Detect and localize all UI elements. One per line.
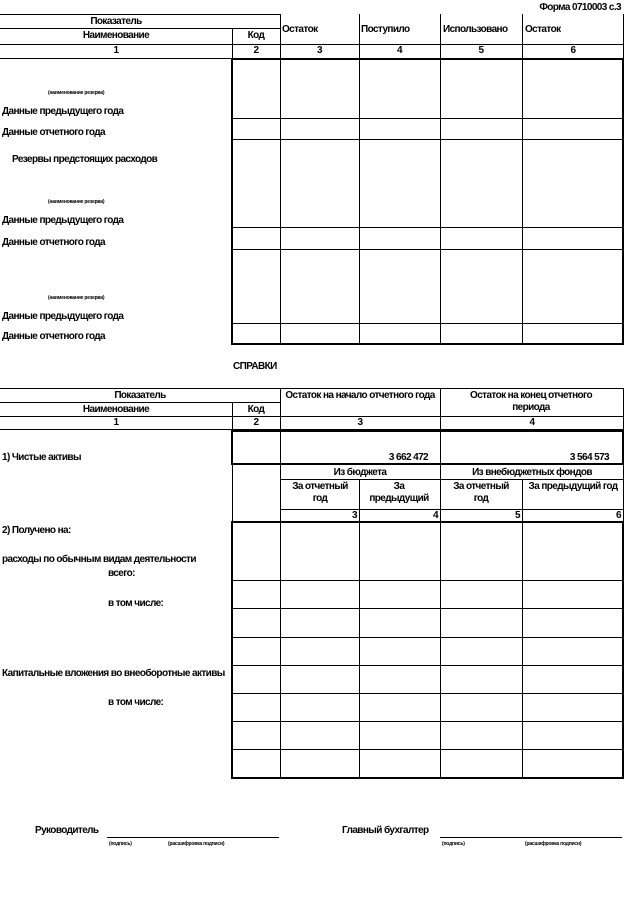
code-header: Код: [247, 30, 265, 41]
reserve-name-hint: (наименование резерва): [48, 90, 105, 96]
col-number-4: 4: [433, 510, 438, 521]
indicator-header: Показатель: [90, 16, 142, 27]
received-label: 2) Получено на:: [2, 525, 71, 536]
ordinary-expenses-label: расходы по обычным видам деятельности: [2, 554, 196, 565]
reserve-name-hint: (наименование резерва): [48, 199, 105, 205]
indicator-header: Показатель: [114, 390, 166, 401]
col-number-3: 3: [352, 510, 357, 521]
col-number-1: 1: [113, 417, 119, 428]
col-number-5: 5: [478, 45, 484, 56]
curr-year-label: Данные отчетного года: [2, 237, 105, 248]
col-number-5: 5: [515, 510, 520, 521]
decoding-hint: (расшифровка подписи): [525, 841, 582, 847]
col-number-3: 3: [357, 417, 363, 428]
reference-title: СПРАВКИ: [233, 361, 277, 372]
net-assets-end-value: 3 564 573: [569, 452, 609, 463]
prev-year-label: Данные предыдущего года: [2, 215, 124, 226]
total-label: всего:: [108, 568, 135, 579]
form-code: Форма 0710003 с.3: [539, 2, 621, 13]
col-number-6: 6: [616, 510, 621, 521]
head-label: Руководитель: [35, 825, 99, 836]
future-expenses-label: Резервы предстоящих расходов: [12, 154, 158, 165]
col5-header: Использовано: [443, 24, 508, 35]
capital-investments-label: Капитальные вложения во внеоборотные активы: [2, 668, 225, 679]
col-number-6: 6: [570, 45, 576, 56]
previous-year-header: За предыдущий год: [528, 481, 618, 492]
curr-year-label: Данные отчетного года: [2, 127, 105, 138]
prev-year-label: Данные предыдущего года: [2, 311, 124, 322]
col4-header: Поступило: [361, 24, 410, 35]
including-label: в том числе:: [108, 697, 164, 708]
col3-header: Остаток: [282, 24, 318, 35]
start-balance-header: Остаток на начало отчетного года: [285, 390, 435, 401]
previous-year-header: За предыдущий: [369, 481, 429, 504]
net-assets-label: 1) Чистые активы: [2, 452, 81, 463]
head-signature-line[interactable]: [107, 837, 279, 838]
col-number-4: 4: [397, 45, 402, 56]
col-number-1: 1: [113, 45, 119, 56]
reporting-year-header: За отчетный год: [453, 481, 509, 504]
code-header: Код: [247, 404, 265, 415]
decoding-hint: (расшифровка подписи): [168, 841, 225, 847]
reporting-year-header: За отчетный год: [292, 481, 348, 504]
from-off-budget-header: Из внебюджетных фондов: [472, 467, 592, 478]
col-number-2: 2: [253, 417, 259, 428]
reserve-name-hint: (наименование резерва): [48, 295, 105, 301]
col-number-3: 3: [317, 45, 322, 56]
from-budget-header: Из бюджета: [333, 467, 387, 478]
chief-accountant-label: Главный бухгалтер: [342, 825, 429, 836]
prev-year-label: Данные предыдущего года: [2, 106, 124, 117]
name-header: Наименование: [82, 30, 150, 41]
col6-header: Остаток: [525, 24, 561, 35]
col-number-4: 4: [529, 417, 535, 428]
signature-hint: (подпись): [109, 841, 132, 847]
col-number-2: 2: [253, 45, 259, 56]
accountant-signature-line[interactable]: [440, 837, 622, 838]
end-balance-header: Остаток на конец отчетного периода: [470, 390, 592, 413]
including-label: в том числе:: [108, 598, 164, 609]
signature-hint: (подпись): [442, 841, 465, 847]
curr-year-label: Данные отчетного года: [2, 331, 105, 342]
name-header: Наименование: [82, 404, 150, 415]
net-assets-start-value: 3 662 472: [388, 452, 428, 463]
